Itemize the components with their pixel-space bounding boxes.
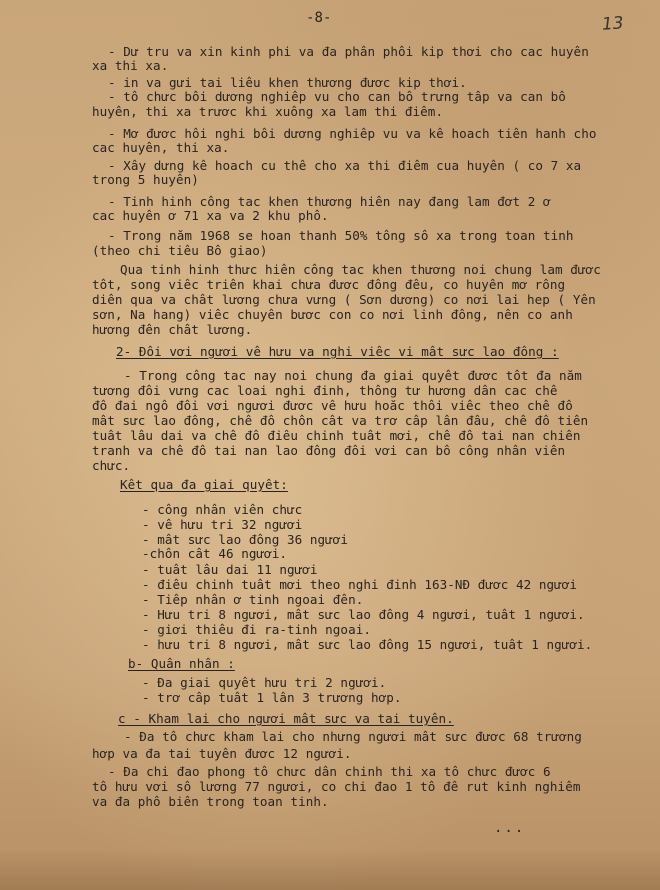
- text-line: - Hưu tri 8 ngươi, mât sưc lao đông 4 ngươi, tuât 1 ngươi.: [142, 607, 585, 622]
- text-line: hương đên chât lương.: [92, 322, 253, 337]
- page-number: -8-: [306, 10, 332, 26]
- text-line: - Tinh hinh công tac khen thương hiên nay đang lam đơt 2 ơ: [108, 194, 551, 209]
- text-line: chưc.: [92, 458, 131, 473]
- text-line: hơp va đa tai tuyên đươc 12 ngươi.: [92, 746, 352, 761]
- text-line: - Xây dưng kê hoach cu thê cho xa thi điêm cua huyên ( co 7 xa: [108, 158, 582, 173]
- text-line: - mât sưc lao đông 36 ngươi: [142, 532, 349, 547]
- text-line: - Mơ đươc hôi nghi bôi dương nghiêp vu va kê hoach tiên hanh cho: [108, 126, 597, 141]
- page-shadow: [0, 850, 660, 890]
- text-line: - Tiêp nhân ơ tinh ngoai đên.: [142, 592, 364, 607]
- text-line: - Đa giai quyêt hưu tri 2 ngươi.: [142, 675, 387, 690]
- continuation-dots: ...: [494, 820, 526, 836]
- text-line: va đa phô biên trong toan tinh.: [92, 794, 329, 809]
- text-line: tôt, song viêc triên khai chưa đươc đông đêu, co huyên mơ rông: [92, 277, 566, 292]
- text-line: Qua tinh hinh thưc hiên công tac khen thương noi chung lam đươc: [120, 262, 601, 277]
- section-heading: b- Quân nhân :: [128, 656, 235, 671]
- text-line: - Trong công tac nay noi chung đa giai quyêt đươc tôt đa năm: [124, 368, 582, 383]
- text-line: - điêu chinh tuât mơi theo nghi đinh 163-NĐ đươc 42 ngươi: [142, 577, 578, 592]
- text-line: huyên, thi xa trươc khi xuông xa lam thi điêm.: [92, 104, 444, 119]
- text-line: trong 5 huyên): [92, 172, 199, 187]
- text-line: tương đôi vưng cac loai nghi đinh, thông tư hương dân cac chê: [92, 383, 558, 398]
- text-line: diên qua va chât lương chưa vưng ( Sơn dương) co nơi lai hep ( Yên: [92, 292, 596, 307]
- text-line: - hưu tri 8 ngươi, mât sưc lao đông 15 ngươi, tuât 1 ngươi.: [142, 637, 593, 652]
- text-line: - Đa chi đao phong tô chưc dân chinh thi xa tô chưc đươc 6: [108, 764, 551, 779]
- text-line: - vê hưu tri 32 ngươi: [142, 517, 303, 532]
- text-line: tuât lâu dai va chê đô điêu chinh tuât mơi, chê đô tai nan chiên: [92, 428, 581, 443]
- text-line: cac huyên ơ 71 xa va 2 khu phô.: [92, 208, 329, 223]
- text-line: sơn, Na hang) viêc chuyên bươc con co nơi linh đông, nên co anh: [92, 307, 573, 322]
- text-line: - công nhân viên chưc: [142, 502, 303, 517]
- section-heading: 2- Đôi vơi ngươi vê hưu va nghi viêc vi mât sưc lao đông :: [116, 344, 559, 359]
- text-line: mât sưc lao đông, chê đô chôn cât va trơ câp lân đâu, chê đô tiên: [92, 413, 589, 428]
- text-line: tô hưu vơi sô lương 77 ngươi, co chi đao 1 tô đê rut kinh nghiêm: [92, 779, 581, 794]
- text-line: - tô chưc bôi dương nghiêp vu cho can bô trưng tâp va can bô: [108, 89, 566, 104]
- text-line: tranh va chê đô tai nan lao đông đôi vơi can bô công nhân viên: [92, 443, 566, 458]
- section-heading: c - Kham lai cho ngươi mât sưc va tai tuyên.: [118, 711, 454, 726]
- text-line: - Trong năm 1968 se hoan thanh 50% tông sô xa trong toan tinh: [108, 228, 574, 243]
- text-line: (theo chi tiêu Bô giao): [92, 243, 268, 258]
- text-line: cac huyên, thi xa.: [92, 140, 230, 155]
- text-line: - in va gưi tai liêu khen thương đươc kip thơi.: [108, 75, 467, 90]
- archive-stamp-number: 13: [601, 13, 625, 35]
- text-line: xa thi xa.: [92, 58, 169, 73]
- section-heading: Kêt qua đa giai quyêt:: [120, 477, 288, 492]
- text-line: - trơ câp tuât 1 lân 3 trương hơp.: [142, 690, 402, 705]
- text-line: đô đai ngô đôi vơi ngươi đươc vê hưu hoăc thôi viêc theo chê đô: [92, 398, 573, 413]
- text-line: -chôn cât 46 ngươi.: [142, 546, 288, 561]
- text-line: - tuât lâu dai 11 ngươi: [142, 562, 318, 577]
- text-line: - Đa tô chưc kham lai cho nhưng ngươi mât sưc đươc 68 trương: [124, 729, 582, 744]
- text-line: - giơi thiêu đi ra-tinh ngoai.: [142, 622, 371, 637]
- text-line: - Dư tru va xin kinh phi va đa phân phôi kip thơi cho cac huyên: [108, 44, 589, 59]
